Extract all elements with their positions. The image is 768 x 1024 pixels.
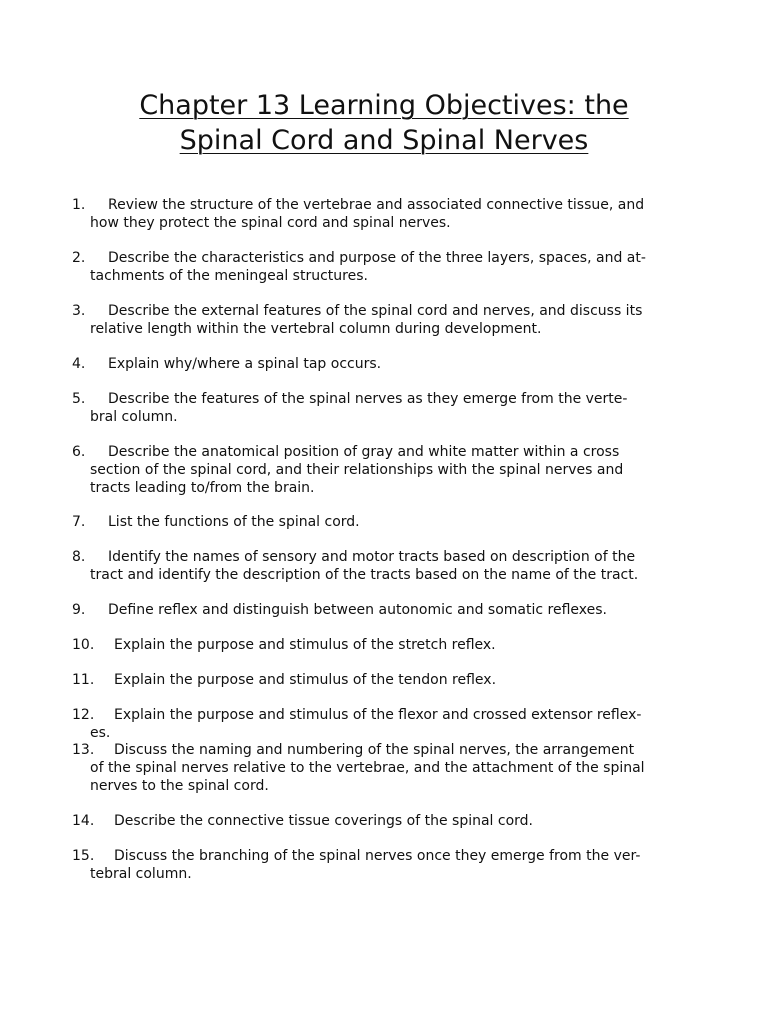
objective-item <box>72 706 684 742</box>
objective-text: Review the structure of the vertebrae and associated connective tissue, and <box>108 197 645 213</box>
objective-item <box>72 548 684 584</box>
objective-item <box>72 812 684 830</box>
objective-number: 2. <box>72 250 86 266</box>
objective-number: 3. <box>72 303 86 319</box>
objective-text-continued: tachments of the meningeal structures. <box>90 268 368 284</box>
objective-item <box>72 390 684 426</box>
objective-text: Describe the characteristics and purpose of the three layers, spaces, and at- <box>108 250 646 266</box>
objective-number: 9. <box>72 602 86 618</box>
objective-text: Describe the anatomical position of gray and white matter within a cross <box>108 444 620 460</box>
objective-text-continued: tracts leading to/from the brain. <box>90 480 315 496</box>
objective-text: Describe the external features of the spinal cord and nerves, and discuss its <box>108 303 643 319</box>
objective-number: 1. <box>72 197 86 213</box>
objective-item <box>72 671 684 689</box>
objective-item <box>72 513 684 531</box>
objective-number: 7. <box>72 514 86 530</box>
objective-text-continued: of the spinal nerves relative to the vertebrae, and the attachment of the spinal <box>90 760 645 776</box>
objective-item <box>72 443 684 497</box>
objective-number: 15. <box>72 848 95 864</box>
objective-text: Discuss the branching of the spinal nerves once they emerge from the ver- <box>114 848 641 864</box>
objective-text-continued: nerves to the spinal cord. <box>90 778 269 794</box>
objective-number: 6. <box>72 444 86 460</box>
objective-text: Describe the connective tissue coverings of the spinal cord. <box>114 813 534 829</box>
objective-text: Discuss the naming and numbering of the spinal nerves, the arrangement <box>114 742 635 758</box>
objective-item <box>72 741 684 795</box>
objective-item <box>72 355 684 373</box>
objective-text: Explain the purpose and stimulus of the flexor and crossed extensor reflex- <box>114 707 642 723</box>
objective-text: Define reflex and distinguish between autonomic and somatic reflexes. <box>108 602 607 618</box>
objective-text-continued: bral column. <box>90 409 178 425</box>
document-title <box>60 88 708 158</box>
title-line-2: Spinal Cord and Spinal Nerves <box>179 125 589 156</box>
objective-number: 4. <box>72 356 86 372</box>
objective-number: 5. <box>72 391 86 407</box>
objective-number: 8. <box>72 549 86 565</box>
objective-text-continued: section of the spinal cord, and their relationships with the spinal nerves and <box>90 462 624 478</box>
objective-item <box>72 847 684 883</box>
objective-item <box>72 302 684 338</box>
objective-text-continued: relative length within the vertebral column during development. <box>90 321 542 337</box>
objective-item <box>72 636 684 654</box>
title-line-1: Chapter 13 Learning Objectives: the <box>139 90 629 121</box>
objective-text-continued: tebral column. <box>90 866 192 882</box>
objective-text: Identify the names of sensory and motor tracts based on description of the <box>108 549 636 565</box>
objective-number: 14. <box>72 813 95 829</box>
objective-text-continued: tract and identify the description of the tracts based on the name of the tract. <box>90 567 639 583</box>
objective-text: Explain the purpose and stimulus of the stretch reflex. <box>114 637 496 653</box>
objective-number: 13. <box>72 742 95 758</box>
objective-item <box>72 601 684 619</box>
objective-text: Explain why/where a spinal tap occurs. <box>108 356 382 372</box>
objective-text: Explain the purpose and stimulus of the tendon reflex. <box>114 672 497 688</box>
objective-text: Describe the features of the spinal nerves as they emerge from the verte- <box>108 391 628 407</box>
objective-number: 12. <box>72 707 95 723</box>
objective-number: 10. <box>72 637 95 653</box>
objective-text: List the functions of the spinal cord. <box>108 514 360 530</box>
objective-item <box>72 196 684 232</box>
objective-item <box>72 249 684 285</box>
objective-text-continued: how they protect the spinal cord and spinal nerves. <box>90 215 451 231</box>
objective-number: 11. <box>72 672 95 688</box>
objective-text-continued: es. <box>90 725 111 741</box>
